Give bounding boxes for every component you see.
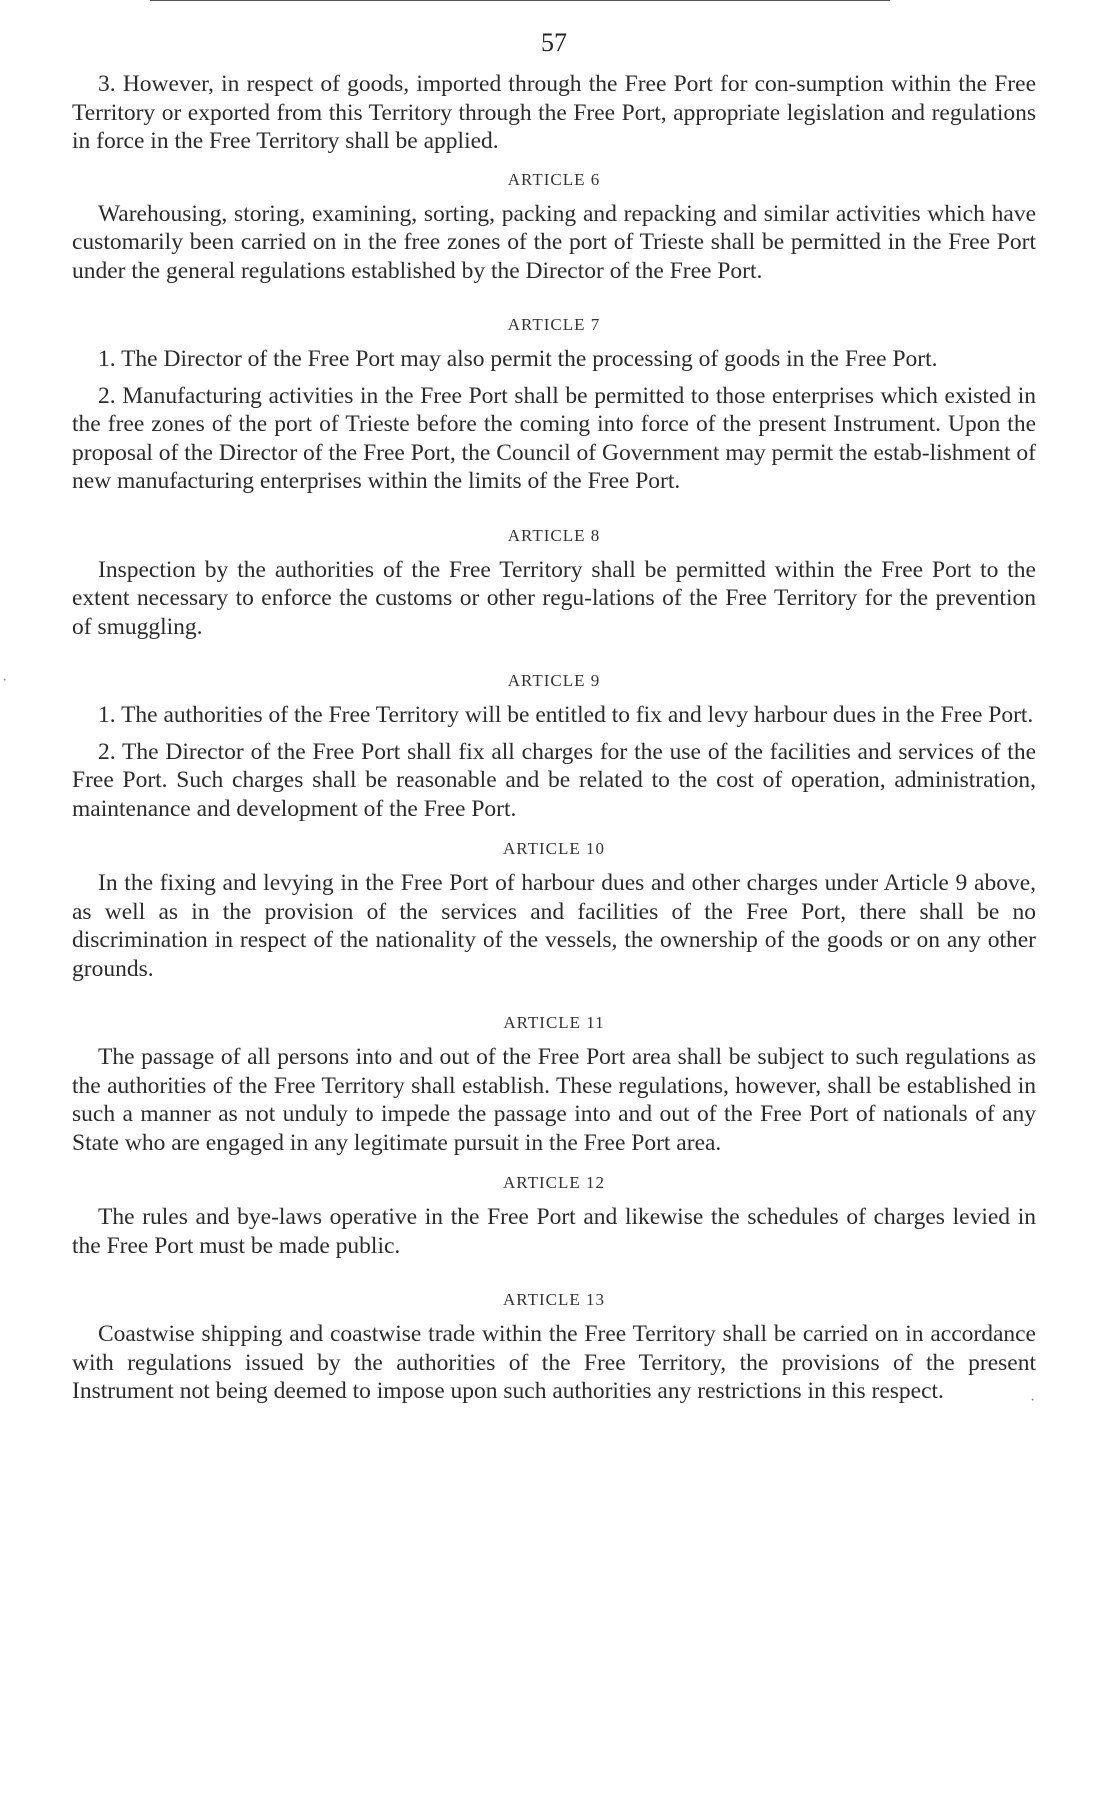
article-11	[72, 1013, 1036, 1157]
article-paragraph: The rules and bye-laws operative in the Free Port and likewise the schedules of charges levied in the Free Port must be made public.	[72, 1204, 1036, 1259]
article-heading: ARTICLE 10	[503, 839, 605, 858]
document-page	[72, 28, 1036, 1406]
article-paragraph: 2. Manufacturing activities in the Free Port shall be permitted to those enterprises which existed in the free zones of the port of Trieste before the coming into force of the present Instrument. Upon the proposal of the Director of the Free Port, the Council of Government may permit the estab-lishment of new manufacturing enterprises within the limits of the Free Port.	[72, 382, 1036, 494]
article-heading: ARTICLE 8	[507, 525, 601, 545]
article-heading: ARTICLE 11	[503, 1013, 605, 1032]
page-number: 57	[541, 28, 567, 57]
article-paragraph: The passage of all persons into and out of the Free Port area shall be subject to such regulations as the authorities of the Free Territory shall establish. These regulations, however, shall be established in such a manner as not unduly to impede the passage into and out of the Free Port of nationals of any State who are engaged in any legitimate pursuit in the Free Port area.	[72, 1044, 1036, 1156]
article-paragraph: Coastwise shipping and coastwise trade within the Free Territory shall be carried on in accordance with regulations issued by the authorities of the Free Territory, the provisions of the present Instrument not being deemed to impose upon such authorities any restrictions in this respect.	[72, 1321, 1036, 1404]
article-6	[72, 170, 1036, 286]
article-paragraph: 1. The Director of the Free Port may also permit the processing of goods in the Free Port.	[98, 346, 938, 372]
article-8	[72, 526, 1036, 642]
article-paragraph: Warehousing, storing, examining, sorting, packing and repacking and similar activities which have customarily been carried on in the free zones of the port of Trieste shall be permitted in the Free Port under the general regulations established by the Director of the Free Port.	[72, 200, 1036, 284]
intro-paragraph: 3. However, in respect of goods, imported through the Free Port for con-sumption within the Free Territory or exported from this Territory through the Free Port, appropriate legislation and regulations in force in the Free Territory shall be applied.	[72, 71, 1036, 154]
article-heading: ARTICLE 13	[503, 1290, 605, 1309]
article-heading: ARTICLE 9	[507, 671, 601, 690]
margin-speck: ·	[2, 672, 8, 689]
article-paragraph: Inspection by the authorities of the Free Territory shall be permitted within the Free Port to the extent necessary to enforce the customs or other regu-lations of the Free Territory for the prevention of smuggling.	[72, 556, 1036, 640]
article-9	[72, 671, 1036, 823]
article-13	[72, 1290, 1036, 1406]
article-paragraph: In the fixing and levying in the Free Port of harbour dues and other charges under Article 9 above, as well as in the provision of the services and facilities of the Free Port, there shall be no discrimination in respect of the nationality of the vessels, the ownership of the goods or on any other grounds.	[72, 870, 1036, 982]
article-heading: ARTICLE 7	[507, 315, 601, 334]
article-7	[72, 315, 1036, 496]
article-10	[72, 839, 1036, 983]
top-rule	[150, 0, 890, 1]
article-heading: ARTICLE 6	[507, 169, 601, 189]
article-heading: ARTICLE 12	[503, 1173, 605, 1192]
margin-speck: ·	[1030, 1392, 1036, 1409]
article-paragraph: 2. The Director of the Free Port shall fix all charges for the use of the facilities and services of the Free Port. Such charges shall be reasonable and be related to the cost of operation, administration, maintenance and development of the Free Port.	[72, 738, 1036, 822]
article-paragraph: 1. The authorities of the Free Territory will be entitled to fix and levy harbour dues in the Free Port.	[98, 702, 1034, 728]
article-12	[72, 1173, 1036, 1260]
